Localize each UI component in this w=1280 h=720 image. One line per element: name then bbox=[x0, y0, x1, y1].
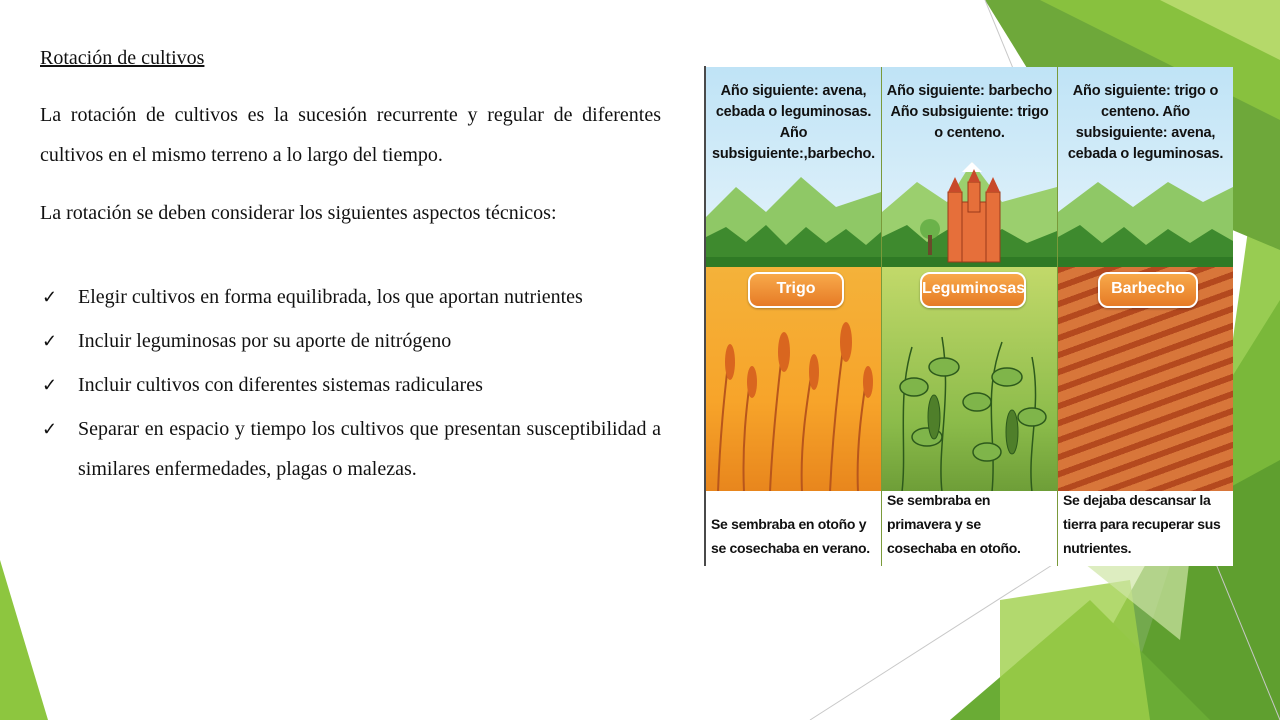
panel-bottom-text: Se dejaba descansar la tierra para recuperar sus nutrientes. bbox=[1063, 492, 1221, 556]
mountains-castle-graphic bbox=[882, 157, 1057, 272]
list-item-text: Incluir leguminosas por su aporte de nitrógeno bbox=[78, 330, 452, 352]
crop-label-badge: Trigo bbox=[748, 272, 844, 308]
aspects-intro-paragraph: La rotación se deben considerar los siguientes aspectos técnicos: bbox=[40, 202, 557, 224]
crop-label-badge: Barbecho bbox=[1098, 272, 1198, 308]
panel-top-text: Año siguiente: trigo o centeno. Año subsiguiente: avena, cebada o leguminosas. bbox=[1067, 83, 1224, 162]
checkmark-icon: ✓ bbox=[42, 331, 58, 351]
aspects-checklist bbox=[40, 277, 661, 493]
definition-paragraph: La rotación de cultivos es la sucesión recurrente y regular de diferentes cultivos en el mismo terreno a lo largo del tiempo. bbox=[40, 104, 661, 166]
crop-label-badge: Leguminosas bbox=[920, 272, 1026, 308]
list-item bbox=[40, 365, 661, 405]
checkmark-icon: ✓ bbox=[42, 375, 58, 395]
panel-divider bbox=[1057, 67, 1058, 566]
panel-top-text: Año siguiente: barbecho Año subsiguiente: trigo o centeno. bbox=[886, 83, 1053, 141]
list-item-text: Separar en espacio y tiempo los cultivos que presentan susceptibilidad a similares enfermedades, plagas o malezas. bbox=[78, 418, 661, 480]
illustration-panel-barbecho bbox=[1058, 67, 1233, 566]
panel-bottom-text: Se sembraba en primavera y se cosechaba en otoño. bbox=[887, 492, 1021, 556]
list-item-text: Elegir cultivos en forma equilibrada, los que aportan nutrientes bbox=[78, 286, 583, 308]
list-item-text: Incluir cultivos con diferentes sistemas radiculares bbox=[78, 374, 483, 396]
panel-divider bbox=[881, 67, 882, 566]
mountains-graphic bbox=[706, 157, 881, 272]
crop-rotation-illustration bbox=[706, 67, 1233, 566]
illustration-panel-leguminosas bbox=[882, 67, 1057, 566]
wheat-stalks-graphic bbox=[706, 307, 881, 492]
list-item bbox=[40, 409, 661, 489]
checkmark-icon: ✓ bbox=[42, 287, 58, 307]
checkmark-icon: ✓ bbox=[42, 419, 58, 439]
list-item bbox=[40, 277, 661, 317]
illustration-panel-trigo bbox=[706, 67, 881, 566]
mountains-graphic bbox=[1058, 157, 1233, 272]
slide-title: Rotación de cultivos bbox=[40, 47, 205, 69]
list-item bbox=[40, 321, 661, 361]
panel-top-text: Año siguiente: avena, cebada o leguminosas. Año subsiguiente:,barbecho. bbox=[712, 83, 875, 162]
panel-bottom-text: Se sembraba en otoño y se cosechaba en verano. bbox=[711, 516, 870, 556]
legume-plants-graphic bbox=[882, 307, 1057, 492]
